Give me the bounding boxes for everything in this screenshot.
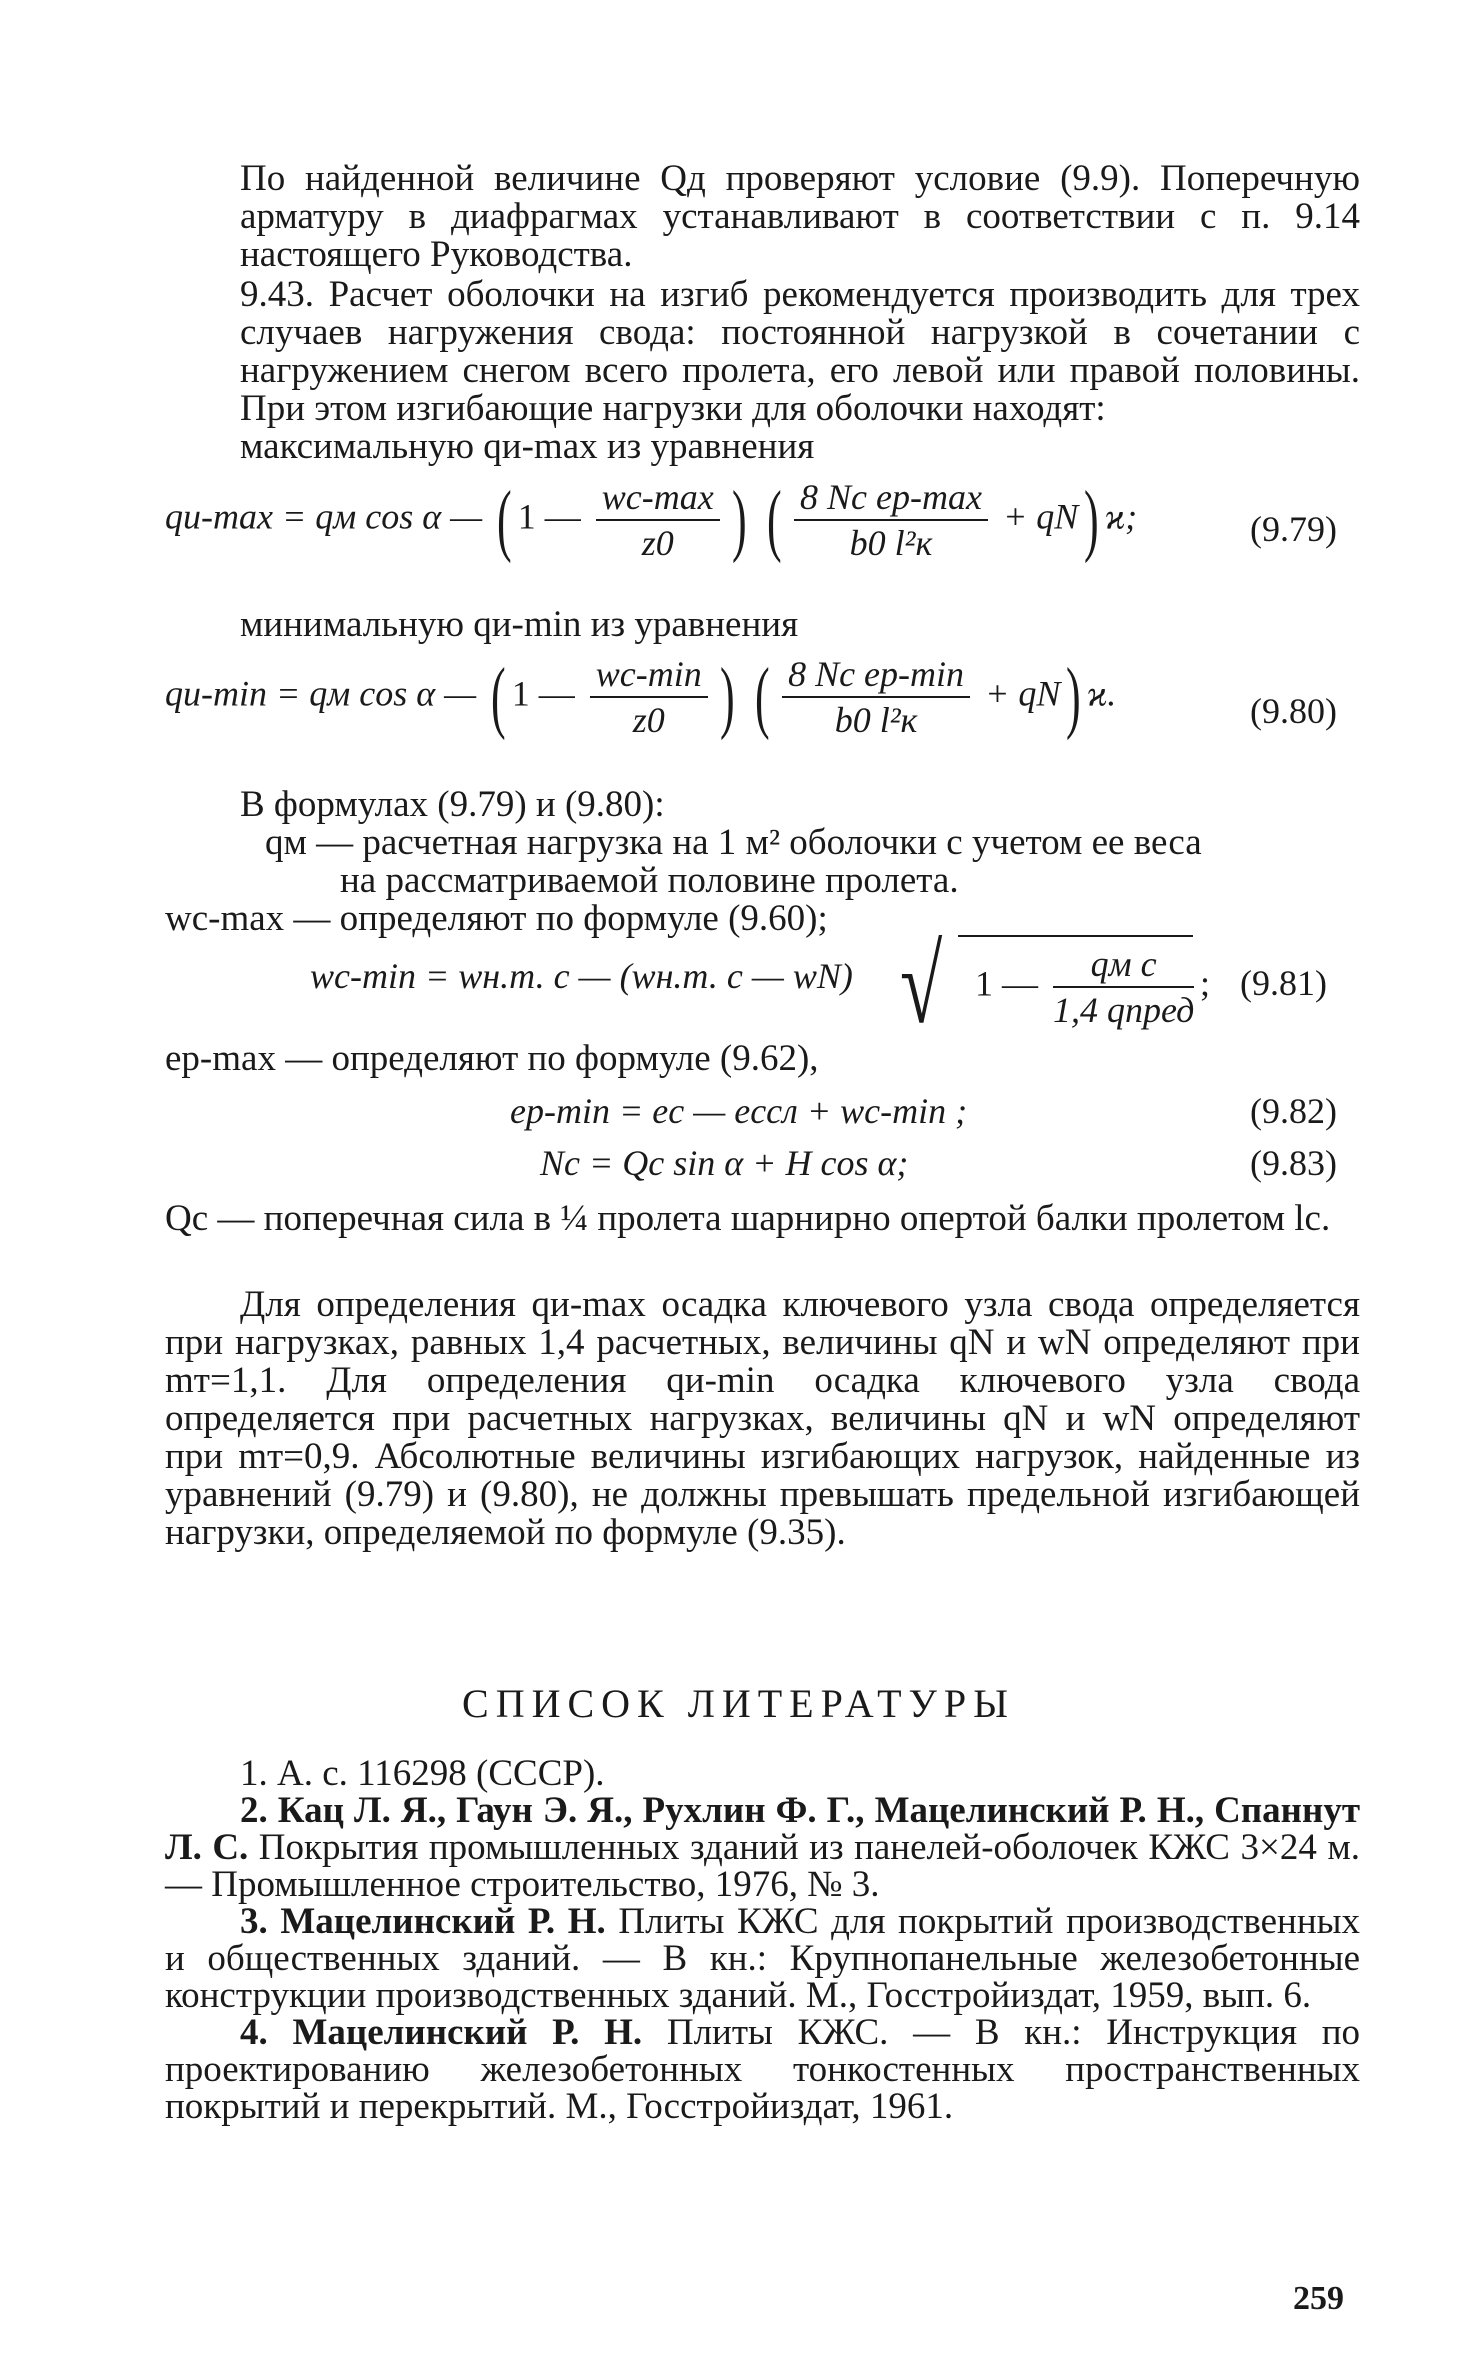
equation-9-82: ep-min = ec — ecсл + wc-min ; bbox=[510, 1091, 968, 1131]
final-paragraph-text: Для определения qи-max осадка ключевого узла свода определяется при нагрузках, равных 1,4 расчетных, величины qN и wN определяют при mт=1,1. Для определения qи-min осадка ключевого узла свода определяется при расчетных нагрузках, величины qN и wN определяют при mт=0,9. Абсолютные величины изгибающих нагрузок, найденные из уравнений (9.79) и (9.80), не должны превышать предельной изгибающей нагрузки, определяемой по формуле (9.35). bbox=[165, 1284, 1360, 1553]
eq-979-frac1-num: wc-max bbox=[596, 475, 720, 521]
equation-9-80: qи-min = qм cos α — ( 1 — $\frac{wc-\min}{z0}$ ) ( $\frac{\text{8 Nc ep-min}}{\text{b0 l²к}}$ + qN) ϰ. bbox=[165, 653, 1117, 741]
equation-9-81 bbox=[310, 955, 853, 1050]
eq-981-one: 1 — bbox=[975, 963, 1038, 1004]
eq-979-frac2-den: b0 l²к bbox=[849, 523, 933, 563]
eq-979-lhs: qи-max = qм cos α — bbox=[165, 496, 483, 537]
max-label: максимальную qи-max из уравнения bbox=[240, 426, 815, 467]
eq-981-tail: ; bbox=[1200, 963, 1211, 1003]
page-number: 259 bbox=[1293, 2280, 1344, 2317]
final-paragraph bbox=[165, 1286, 1360, 1552]
eq-980-frac1-den: z0 bbox=[632, 700, 665, 740]
eq-979-frac2-num: 8 Nc ep-max bbox=[794, 475, 988, 521]
intro-paragraph bbox=[240, 160, 1360, 274]
eq-981-frac-num: qм c bbox=[1053, 942, 1194, 988]
reference-text: Плиты КЖС. — В кн.: Инструкция по проектированию железобетонных тонкостенных пространственных покрытий и перекрытий. М., Госстройиздат, 1961. bbox=[165, 2012, 1360, 2127]
eq-981-frac-den: 1,4 qпред bbox=[1053, 990, 1195, 1030]
def-qc-text: Qc — поперечная сила в ¼ пролета шарнирно опертой балки пролетом lc. bbox=[165, 1198, 1331, 1239]
eq-979-kappa: ϰ; bbox=[1104, 496, 1138, 537]
reference-item bbox=[165, 2014, 1360, 2125]
sqrt-sign: √ bbox=[900, 924, 943, 1046]
references-heading: СПИСОК ЛИТЕРАТУРЫ bbox=[462, 1681, 1015, 1726]
reference-item bbox=[165, 1792, 1360, 1903]
eq-979-frac1-den: z0 bbox=[641, 523, 674, 563]
def-qm-cont: на рассматриваемой половине пролета. bbox=[340, 860, 959, 901]
eq-980-kappa: ϰ. bbox=[1086, 673, 1117, 714]
eq-980-frac2-num: 8 Nc ep-min bbox=[782, 652, 970, 698]
references-list bbox=[165, 1755, 1360, 2125]
equation-number-9-79: (9.79) bbox=[1250, 509, 1337, 549]
equation-number-9-81: (9.81) bbox=[1240, 963, 1327, 1003]
eq-981-lhs: wc-min = wн.т. c — (wн.т. c — wN) bbox=[310, 956, 853, 996]
min-label: минимальную qи-min из уравнения bbox=[240, 604, 799, 645]
formulas-intro: В формулах (9.79) и (9.80): bbox=[240, 784, 665, 825]
eq-981-radicand bbox=[975, 942, 1200, 1032]
def-ep: ep-max — определяют по формуле (9.62), bbox=[165, 1038, 819, 1079]
eq-980-lhs: qи-min = qм cos α — bbox=[165, 673, 477, 714]
sqrt-bar bbox=[958, 935, 1193, 937]
intro-text: По найденной величине Qд проверяют условие (9.9). Поперечную арматуру в диафрагмах устанавливают в соответствии с п. 9.14 настоящего Руководства. bbox=[240, 158, 1360, 275]
def-qm: qм — расчетная нагрузка на 1 м² оболочки с учетом ее веса bbox=[265, 822, 1202, 863]
reference-text: Покрытия промышленных зданий из панелей-оболочек КЖС 3×24 м. — Промышленное строительство, 1976, № 3. bbox=[165, 1827, 1360, 1905]
eq-979-one: 1 — bbox=[517, 496, 581, 537]
eq-979-tail: + qN bbox=[1002, 496, 1079, 537]
reference-item bbox=[165, 1903, 1360, 2014]
reference-item bbox=[165, 1755, 1360, 1792]
eq-980-frac1-num: wc-min bbox=[590, 652, 708, 698]
section-paragraph bbox=[240, 276, 1360, 428]
reference-authors: 3. Мацелинский Р. Н. bbox=[240, 1901, 606, 1942]
section-text: 9.43. Расчет оболочки на изгиб рекомендуется производить для трех случаев нагружения свода: постоянной нагрузкой в сочетании с нагружением снегом всего пролета, его левой или правой половины. При этом изгибающие нагрузки для оболочки находят: bbox=[240, 274, 1360, 429]
eq-980-one: 1 — bbox=[511, 673, 575, 714]
eq-980-tail: + qN bbox=[985, 673, 1061, 714]
equation-number-9-82: (9.82) bbox=[1250, 1091, 1337, 1131]
def-wc: wc-max — определяют по формуле (9.60); bbox=[165, 898, 828, 939]
equation-number-9-83: (9.83) bbox=[1250, 1143, 1337, 1183]
equation-9-79: qи-max = qм cos α — ( 1 — $\frac{wc-\max}{z0}$ ) ( $\frac{\text{8 Nc ep-max}}{\text{b0 l²к}}$ + qN) ϰ; bbox=[165, 476, 1138, 564]
def-qc bbox=[165, 1200, 1360, 1238]
equation-number-9-80: (9.80) bbox=[1250, 691, 1337, 731]
reference-text: Плиты КЖС для покрытий производственных и общественных зданий. — В кн.: Крупнопанельные железобетонные конструкции производственных зданий. М., Госстройиздат, 1959, вып. 6. bbox=[165, 1901, 1360, 2016]
reference-authors: 2. Кац Л. Я., Гаун Э. Я., Рухлин Ф. Г., Мацелинский Р. Н., Спаннут Л. С. bbox=[165, 1790, 1360, 1868]
eq-980-frac2-den: b0 l²к bbox=[834, 700, 918, 740]
equation-9-83: Nc = Qc sin α + H cos α; bbox=[540, 1143, 909, 1183]
reference-text: 1. А. с. 116298 (СССР). bbox=[240, 1753, 605, 1794]
reference-authors: 4. Мацелинский Р. Н. bbox=[240, 2012, 643, 2053]
